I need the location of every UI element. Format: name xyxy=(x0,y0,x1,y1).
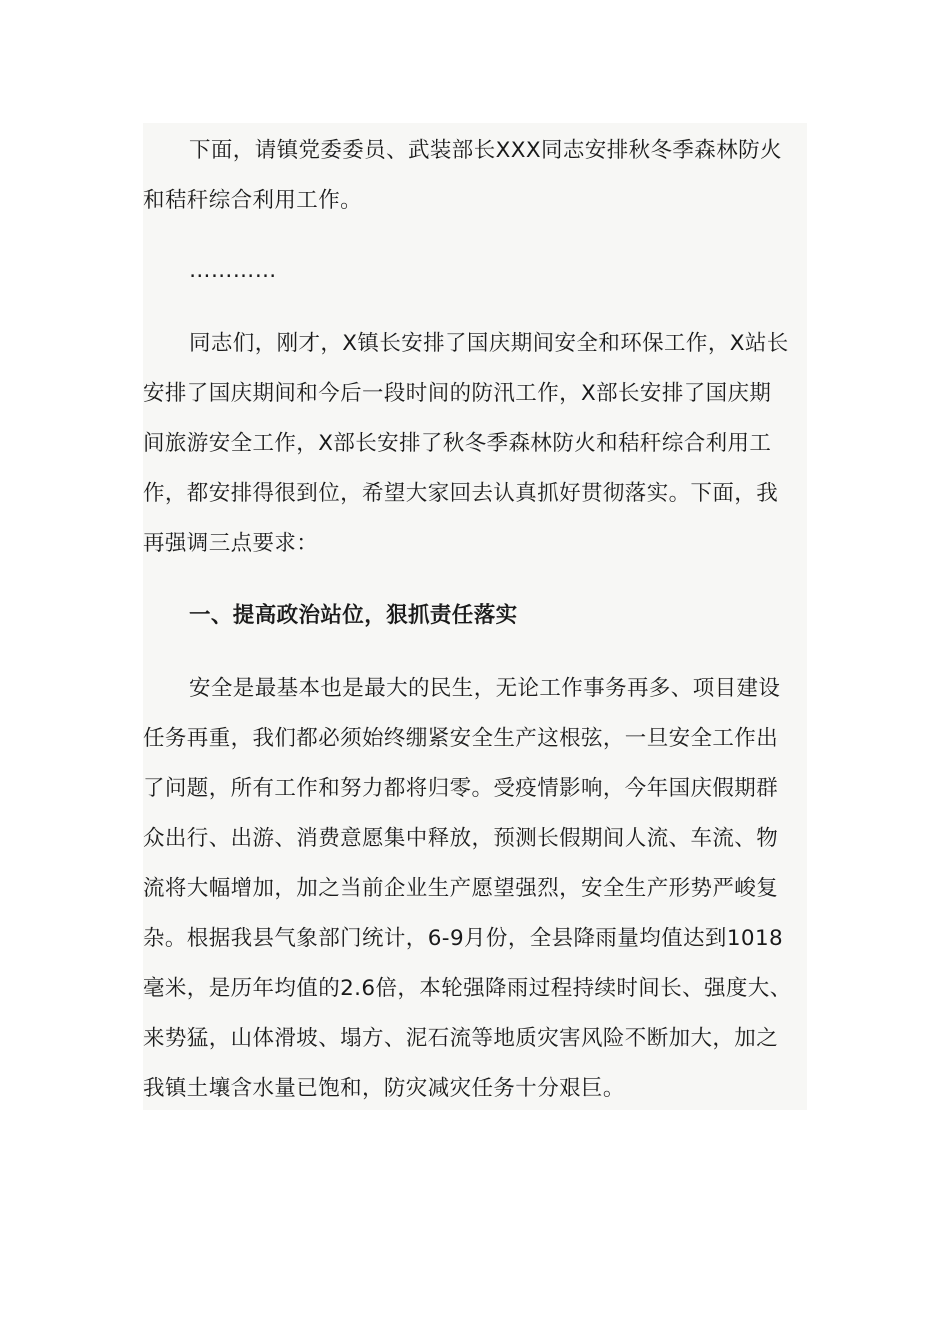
document-body xyxy=(143,123,807,1110)
paragraph-ellipsis xyxy=(143,246,807,296)
paragraph-summary xyxy=(143,319,807,569)
text-line: 众出行、出游、消费意愿集中释放，预测长假期间人流、车流、物 xyxy=(143,826,779,851)
text-line: ………… xyxy=(189,258,277,283)
text-line: 任务再重，我们都必须始终绷紧安全生产这根弦，一旦安全工作出 xyxy=(143,726,779,751)
text-line: 作，都安排得很到位，希望大家回去认真抓好贯彻落实。下面，我 xyxy=(143,481,779,506)
text-line: 安排了国庆期间和今后一段时间的防汛工作，X部长安排了国庆期 xyxy=(143,381,772,406)
paragraph-arrangement xyxy=(143,126,807,226)
text-line: 毫米，是历年均值的2.6倍，本轮强降雨过程持续时间长、强度大、 xyxy=(143,976,792,1001)
text-line: 间旅游安全工作，X部长安排了秋冬季森林防火和秸秆综合利用工 xyxy=(143,431,772,456)
section-heading xyxy=(143,591,807,641)
text-line: 再强调三点要求： xyxy=(143,531,319,556)
paragraph-safety xyxy=(143,664,807,1114)
text-line: 杂。根据我县气象部门统计，6-9月份，全县降雨量均值达到1018 xyxy=(143,926,784,951)
text-line: 了问题，所有工作和努力都将归零。受疫情影响，今年国庆假期群 xyxy=(143,776,779,801)
text-line: 下面，请镇党委委员、武装部长XXX同志安排秋冬季森林防火 xyxy=(189,138,782,163)
text-line: 安全是最基本也是最大的民生，无论工作事务再多、项目建设 xyxy=(189,676,781,701)
text-line: 来势猛，山体滑坡、塌方、泥石流等地质灾害风险不断加大，加之 xyxy=(143,1026,779,1051)
text-line: 我镇土壤含水量已饱和，防灾减灾任务十分艰巨。 xyxy=(143,1076,625,1101)
text-line: 同志们，刚才，X镇长安排了国庆期间安全和环保工作，X站长 xyxy=(189,331,789,356)
heading-text: 一、提高政治站位，狠抓责任落实 xyxy=(189,603,518,628)
text-line: 流将大幅增加，加之当前企业生产愿望强烈，安全生产形势严峻复 xyxy=(143,876,779,901)
text-line: 和秸秆综合利用工作。 xyxy=(143,188,363,213)
